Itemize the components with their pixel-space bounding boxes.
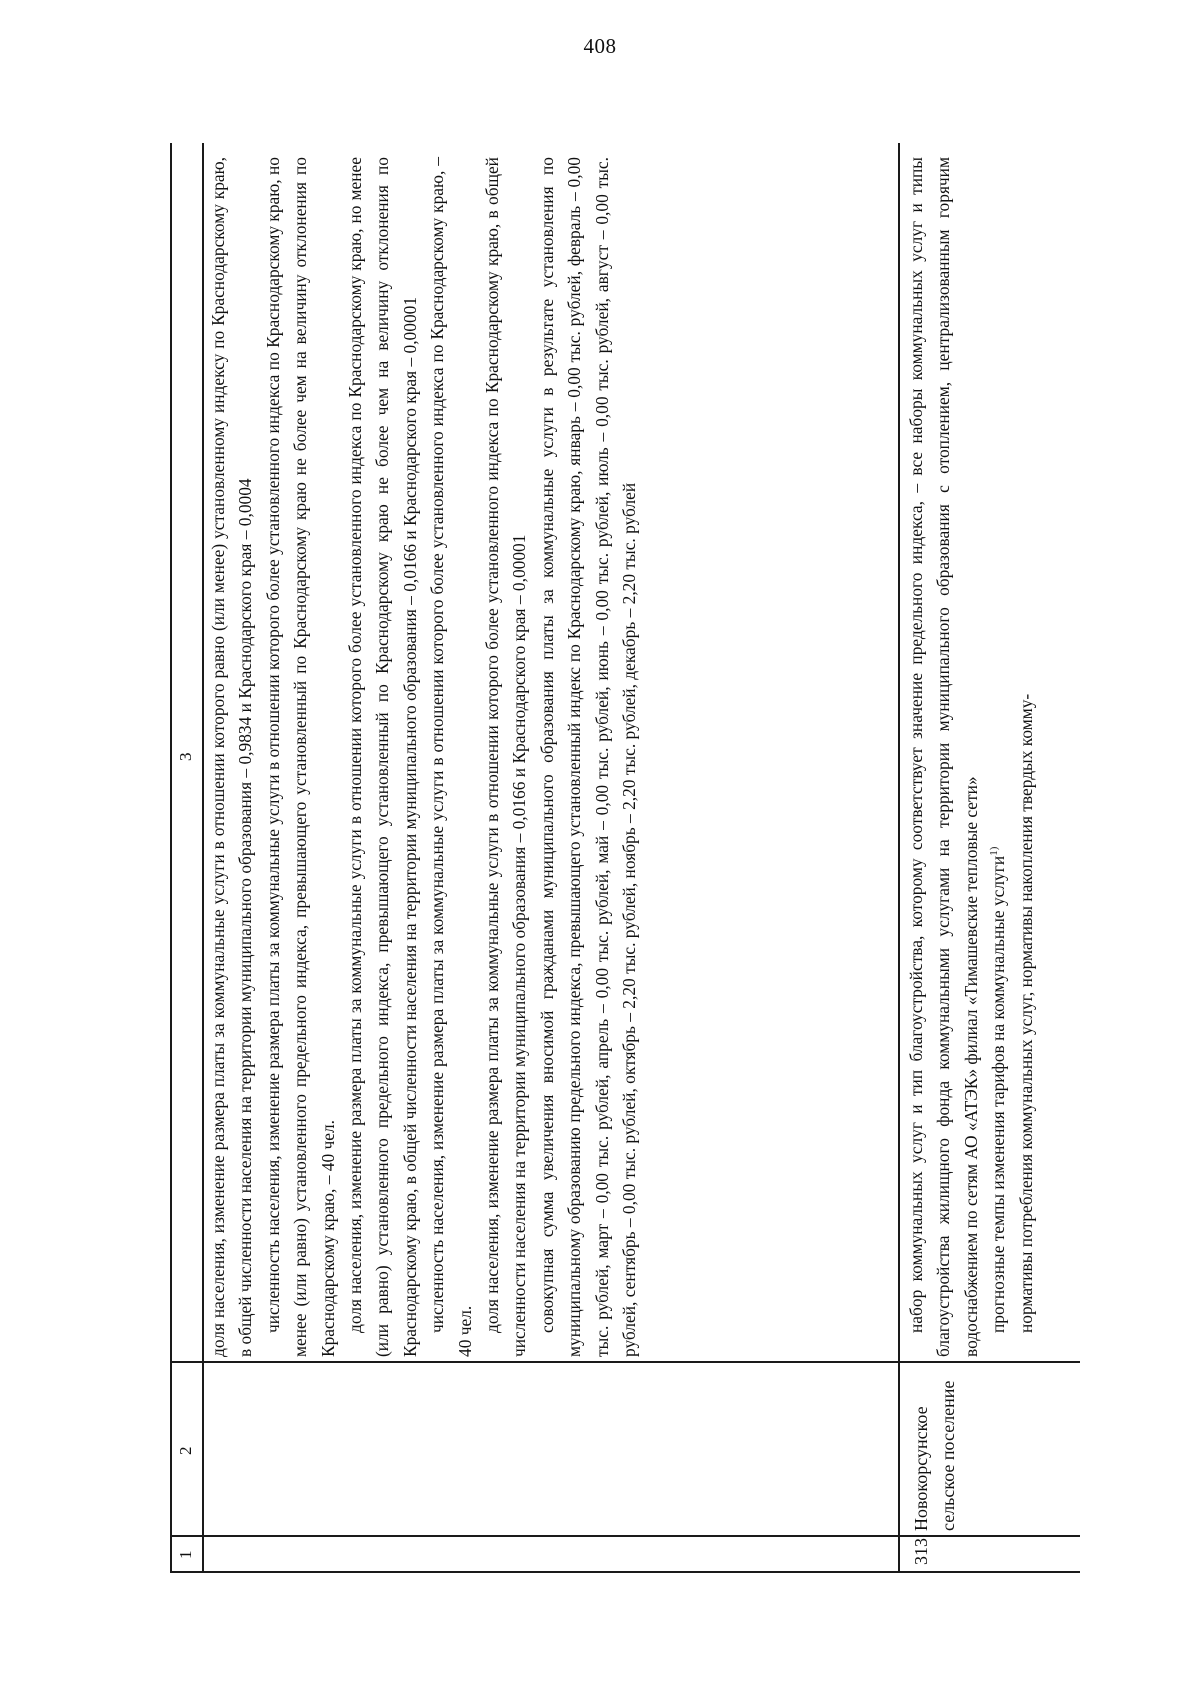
row-313-description bbox=[903, 157, 1040, 1357]
header-bottom-border bbox=[202, 143, 204, 1573]
paragraph: доля населения, изменение размера платы за коммунальные услуги в отношении которого более установленного индекса по Краснодарскому краю, в общей численности населения на территории муниципального образования – 0,0166 и Краснодарского края – 0,00001 bbox=[482, 157, 530, 1357]
header-col-1: 1 bbox=[176, 1550, 195, 1559]
paragraph: численность населения, изменение размера платы за коммунальные услуги в отношении которого более установленного индекса по Краснодарскому краю, но менее (или равно) установленного предельного индекса, превышающего установленный по Краснодарскому краю не более чем на величину отклонения по Краснодарскому краю, – 40 чел. bbox=[262, 157, 338, 1357]
paragraph: набор коммунальных услуг и тип благоустройства, которому соответствует значение предельного индекса, – все наборы коммунальных услуг и типы благоустройства жилищного фонда коммунальными услугами на территории муниципального образования с отоплением, централизованным горячим водоснабжением по сетям АО «АТЭК» филиал «Тимашевские тепловые сети» bbox=[906, 157, 981, 1357]
page-number: 408 bbox=[583, 34, 617, 58]
footnote-ref: 1) bbox=[988, 846, 1001, 856]
paragraph-text: прогнозные темпы изменения тарифов на коммунальные услуги bbox=[988, 855, 1009, 1333]
continuation-cell bbox=[205, 157, 644, 1357]
rotated-table bbox=[170, 143, 1080, 1573]
table-grid bbox=[170, 143, 1080, 1573]
settlement-name: Новокорсунское сельское поселение bbox=[911, 1380, 958, 1531]
paragraph: доля населения, изменение размера платы за коммунальные услуги в отношении которого равно (или менее) установленному индексу по Краснодарскому краю, в общей численности населения на территории муниципального образования – 0,9834 и Краснодарского края – 0,0004 bbox=[208, 157, 256, 1357]
paragraph: численность населения, изменение размера платы за коммунальные услуги в отношении которого более установленного индекса по Краснодарскому краю, – 40 чел. bbox=[427, 157, 475, 1357]
table-top-border bbox=[170, 143, 172, 1573]
paragraph bbox=[985, 157, 1012, 1357]
table-left-border bbox=[170, 1571, 1080, 1573]
header-col-3: 3 bbox=[176, 752, 195, 761]
column-divider-1 bbox=[170, 1535, 1080, 1537]
header-col-2: 2 bbox=[176, 1446, 195, 1455]
paragraph: нормативы потребления коммунальных услуг, нормативы накопления твердых комму- bbox=[1015, 693, 1036, 1333]
row-number-313: 313 bbox=[911, 1538, 931, 1565]
paragraph: доля населения, изменение размера платы за коммунальные услуги в отношении которого более установленного индекса по Краснодарскому краю, но менее (или равно) установленного предельного индекса, превышающего установленный по Краснодарскому краю не более чем на величину отклонения по Краснодарскому краю, в общей численности населения на территории муниципального образования – 0,0166 и Краснодарского края – 0,00001 bbox=[345, 157, 420, 1357]
paragraph: совокупная сумма увеличения вносимой гражданами муниципального образования платы за коммунальные услуги в результате установления по муниципальному образованию предельного индекса, превышающего установленный индекс по Краснодарскому краю, январь – 0,00 тыс. рублей, февраль – 0,00 тыс. рублей, март – 0,00 тыс. рублей, апрель – 0,00 тыс. рублей, май – 0,00 тыс. рублей, июнь – 0,00 тыс. рублей, июль – 0,00 тыс. рублей, август – 0,00 тыс. рублей, сентябрь – 0,00 тыс. рублей, октябрь – 2,20 тыс. рублей, ноябрь – 2,20 тыс. рублей, декабрь – 2,20 тыс. рублей bbox=[536, 157, 640, 1357]
row-separator bbox=[898, 143, 900, 1573]
